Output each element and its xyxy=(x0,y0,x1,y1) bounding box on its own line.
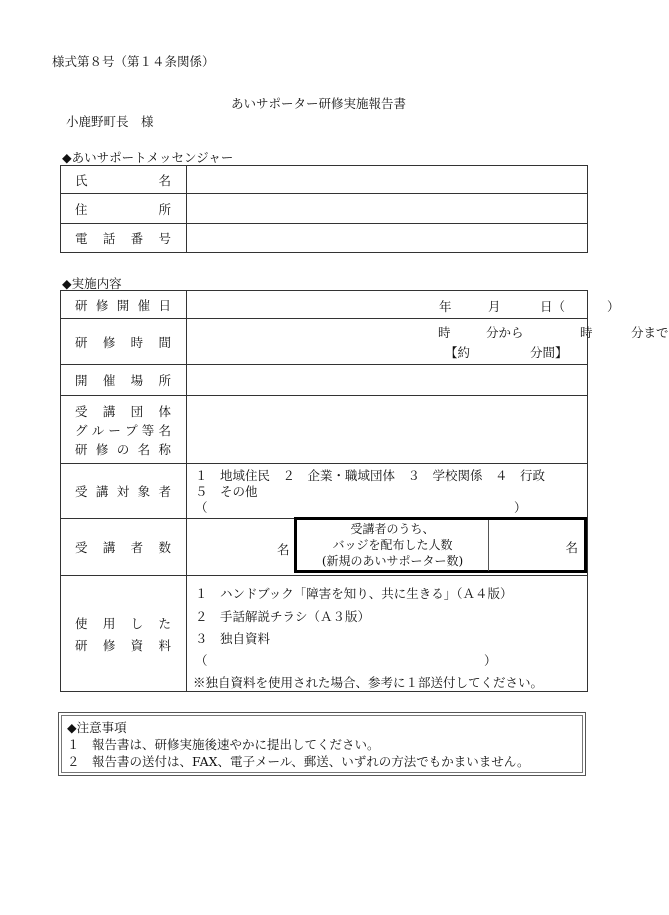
messenger-heading: ◆あいサポートメッセンジャー xyxy=(62,150,234,165)
target-label: 受 講 対 象 者 xyxy=(61,464,187,519)
form-number: 様式第８号（第１４条関係） xyxy=(52,54,215,69)
date-label: 研 修 開 催 日 xyxy=(61,291,187,319)
addressee: 小鹿野町長 様 xyxy=(66,114,154,129)
group-label: 受 講 団 体 グ ル ー プ 等 名 研 修 の 名 称 xyxy=(61,396,187,464)
materials-label: 使 用 し た 研 修 資 料 xyxy=(61,576,187,692)
badge-label-line3: (新規のあいサポーター数) xyxy=(321,554,464,568)
material-item-2: ２ 手話解説チラシ（Ａ３版） xyxy=(195,609,371,624)
messenger-table xyxy=(60,165,588,253)
phone-field[interactable] xyxy=(187,224,588,253)
date-field[interactable]: 年 月 日（ ） xyxy=(187,291,588,319)
badge-label-line2: バッジを配布した人数 xyxy=(332,538,453,552)
details-heading: ◆実施内容 xyxy=(62,276,122,291)
target-options-line2: ５ その他 xyxy=(195,484,258,499)
target-field[interactable]: １ 地域住民 ２ 企業・職域団体 ３ 学校関係 ４ 行政 ５ その他 （ ） xyxy=(187,464,588,519)
name-label: 氏 名 xyxy=(61,166,187,194)
notes-box xyxy=(58,712,586,776)
material-item-3: ３ 独自資料 xyxy=(195,631,271,646)
count-label: 受 講 者 数 xyxy=(61,519,187,576)
group-field[interactable] xyxy=(187,396,588,464)
address-field[interactable] xyxy=(187,194,588,224)
badge-count-unit: 名 xyxy=(565,540,578,555)
badge-count-box[interactable] xyxy=(294,517,587,573)
time-label: 研 修 時 間 xyxy=(61,319,187,365)
notes-item-1: １ 報告書は、研修実施後速やかに提出してください。 xyxy=(67,737,380,752)
time-field[interactable]: 時 分から 時 分まで 【約 分間】 xyxy=(187,319,588,365)
count-unit: 名 xyxy=(277,542,290,557)
materials-field[interactable]: １ ハンドブック「障害を知り、共に生きる」（Ａ４版） ２ 手話解説チラシ（Ａ３版） ３ 独自資料 （ ） ※独自資料を使用された場合、参考に１部送付してください。 xyxy=(187,576,588,692)
materials-note: ※独自資料を使用された場合、参考に１部送付してください。 xyxy=(193,675,544,690)
notes-heading: ◆注意事項 xyxy=(67,720,127,735)
details-table xyxy=(60,290,669,692)
notes-item-2: ２ 報告書の送付は、FAX、電子メール、郵送、いずれの方法でもかまいません。 xyxy=(67,754,530,769)
target-options-line1: １ 地域住民 ２ 企業・職域団体 ３ 学校関係 ４ 行政 xyxy=(195,468,546,483)
phone-label: 電 話 番 号 xyxy=(61,224,187,253)
count-field[interactable] xyxy=(187,519,588,576)
venue-label: 開 催 場 所 xyxy=(61,365,187,396)
badge-label-line1: 受講者のうち、 xyxy=(350,522,435,536)
venue-field[interactable] xyxy=(187,365,588,396)
address-label: 住 所 xyxy=(61,194,187,224)
page-title: あいサポーター研修実施報告書 xyxy=(231,96,407,111)
material-item-1: １ ハンドブック「障害を知り、共に生きる」（Ａ４版） xyxy=(195,586,513,601)
name-field[interactable] xyxy=(187,166,588,194)
